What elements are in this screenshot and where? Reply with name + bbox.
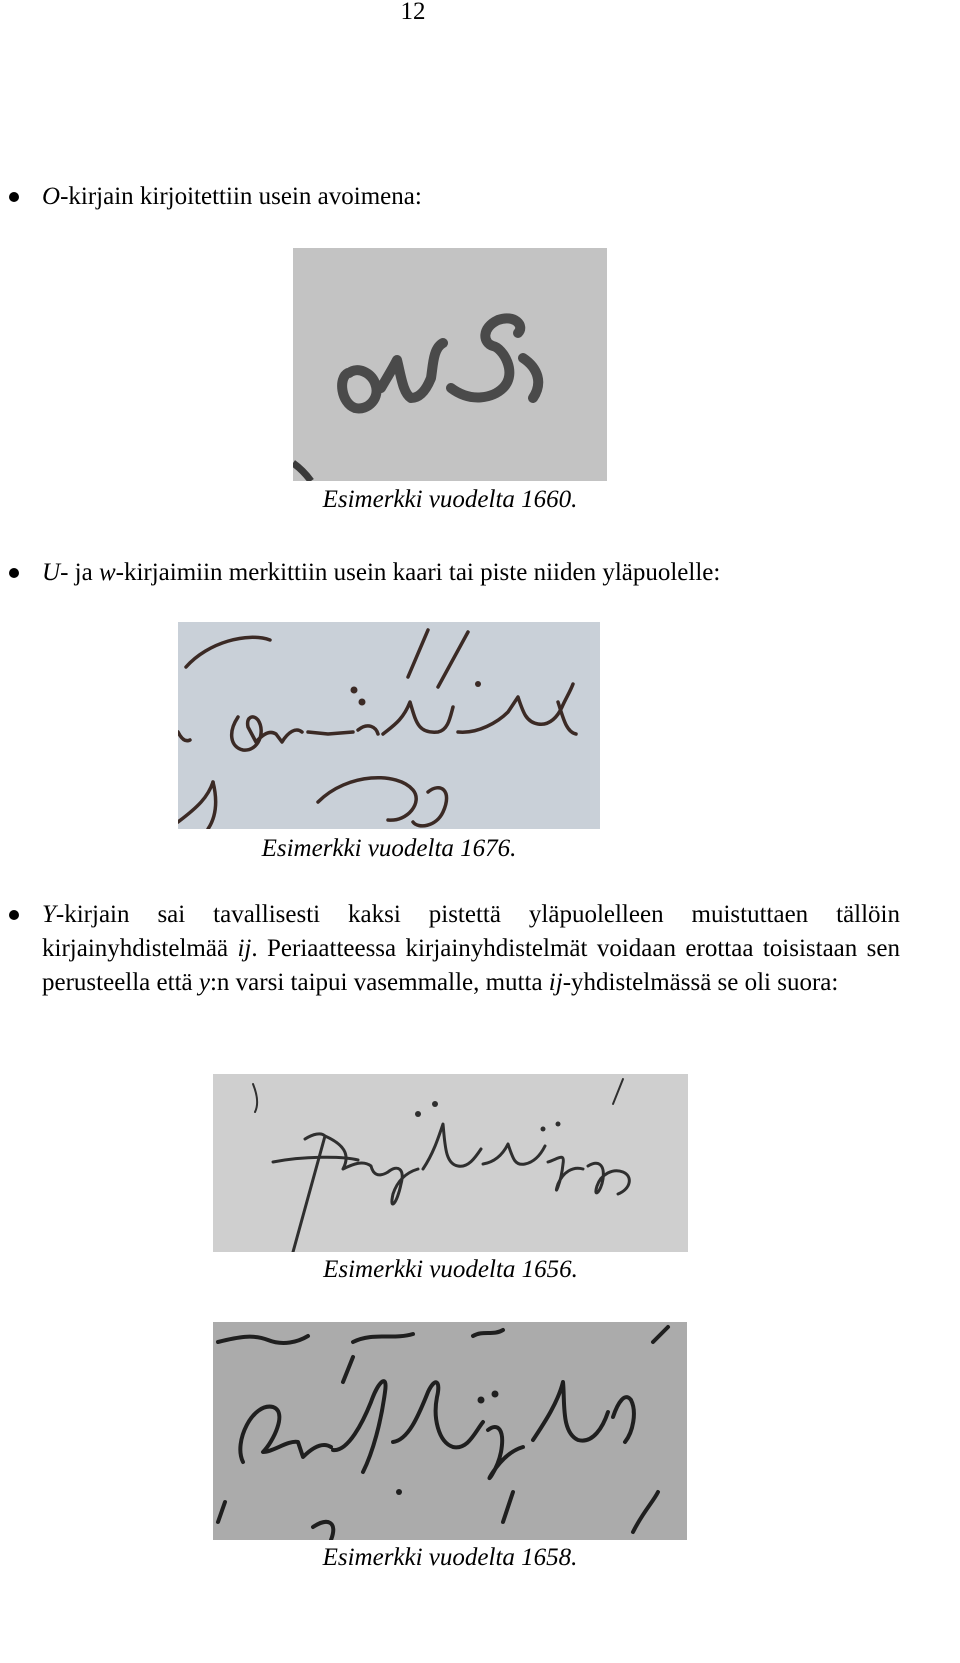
paragraph-3 bbox=[42, 898, 900, 1000]
manuscript-image-1658 bbox=[213, 1322, 687, 1540]
caption-1676: Esimerkki vuodelta 1676. bbox=[261, 835, 517, 862]
text-part: U bbox=[42, 559, 61, 586]
text-part: ij bbox=[548, 969, 563, 996]
bullet-1 bbox=[9, 192, 19, 202]
text-part: -kirjain sai tavallisesti kaksi pistettä yläpuolelleen muistuttaen tällöin kirjainyhdistelmää bbox=[42, 901, 900, 962]
text-part: :n varsi taipui vasemmalle, mutta bbox=[209, 969, 549, 996]
text-part: ij bbox=[237, 935, 252, 962]
text-part: Y bbox=[42, 901, 56, 928]
bullet-2 bbox=[9, 568, 19, 578]
caption-1656: Esimerkki vuodelta 1656. bbox=[323, 1256, 578, 1283]
manuscript-image-1656 bbox=[213, 1074, 688, 1252]
text-part: - ja bbox=[60, 559, 99, 586]
text-part: -kirjain kirjoitettiin usein avoimena: bbox=[60, 183, 422, 210]
bullet-3 bbox=[9, 910, 19, 920]
text-part: . Periaatteessa kirjainyhdistelmät voidaan erottaa toisistaan sen perusteella että bbox=[42, 935, 900, 996]
text-part: -yhdistelmässä se oli suora: bbox=[562, 969, 839, 996]
text-part: -kirjaimiin merkittiin usein kaari tai piste niiden yläpuolelle: bbox=[115, 559, 721, 586]
text-part: O bbox=[42, 183, 61, 210]
caption-1658: Esimerkki vuodelta 1658. bbox=[322, 1544, 578, 1571]
manuscript-image-1676 bbox=[178, 622, 600, 829]
manuscript-image-1660 bbox=[293, 248, 607, 481]
paragraph-1 bbox=[42, 180, 902, 214]
caption-1660: Esimerkki vuodelta 1660. bbox=[322, 486, 578, 513]
page-number: 12 bbox=[400, 0, 426, 25]
text-part: y bbox=[198, 969, 210, 996]
paragraph-2 bbox=[42, 556, 902, 590]
text-part: w bbox=[98, 559, 116, 586]
